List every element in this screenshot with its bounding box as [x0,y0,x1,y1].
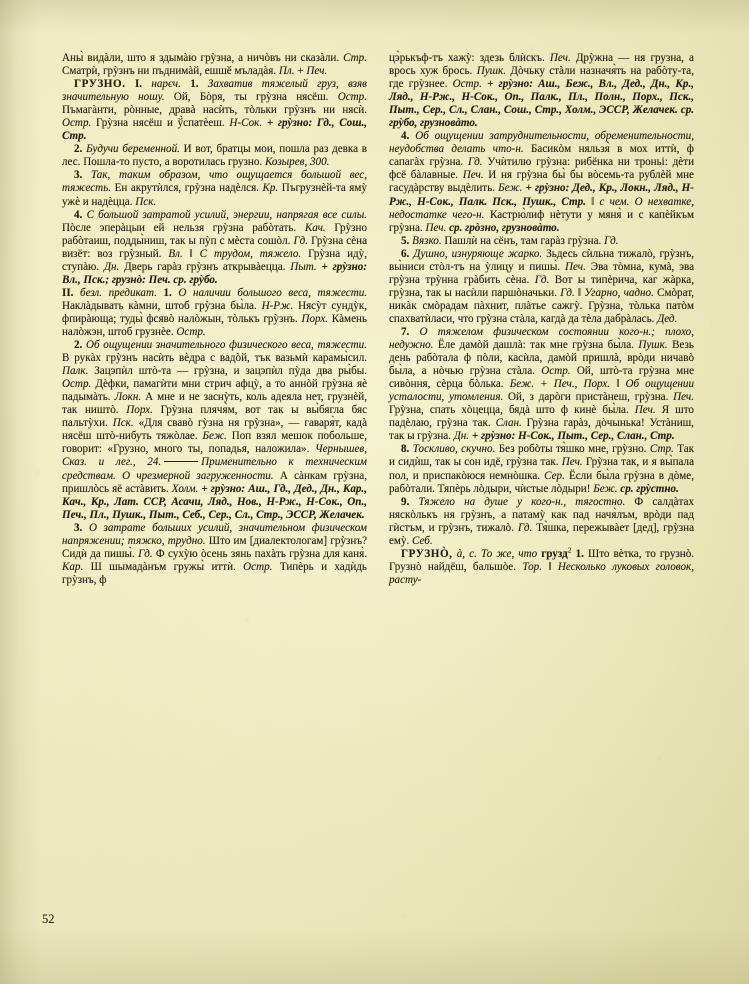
cross-reference-note: ср. грỳстно. [620,482,679,495]
example-sentence: Смòрат, никàк смòрадам пàхнит, плàтье сажгỳ. Грỳзна, тòлька патòм спахватѝласи, что грỳзна стàла, кагдà да тèла дабрàлась. [389,286,695,325]
source-abbrev: Печ. [561,456,583,469]
page-bottom-shadow [0,928,749,984]
additional-localities: + Печ., Порх. [540,378,611,391]
sense-number: 3. [74,521,83,534]
sense-definition: О тяжелом физическом состоянии кого-н.; плохо, недужно. [389,325,694,352]
example-sentence: Кàмень налòжэн, штоб грузнèе. [62,312,367,338]
government-label: с чем. [599,195,630,208]
sense-3-impersonal [62,522,367,587]
variant-locality-list: + грỳзно: Аш., Гд., Дед., Дн., Кар., Кач., Кр., Лат. ССР, Асачи, Ляд., Нов., Н-Рж., Н-Сок., Оп., Печ., Пл., Пушк., Пыт., Себ., Сер., Сл., Стр., ЭССР, Желачек. [62,482,367,521]
example-sentence: Учѝтилю грỳзна: рибёнка ни троньі: дèти фсё бàлавные. [389,156,694,182]
sense-5-right [389,235,694,248]
example-sentence: Ш шымадàнъм гружы̀ иттѝ. [90,560,236,573]
page-number: 52 [42,912,55,926]
subsense-divider: ‖ [189,247,193,260]
example-sentence: Грỳзна гарàз, дòчынька! Устàниш, так ы грỳзна. [389,417,694,443]
subsense-divider: ‖ [548,560,552,573]
subsense-definition: О нехватке, недостатке чего-н. [389,195,694,221]
sense-number: 8. [401,443,410,456]
example-sentence: Пъгрузнèй-та ямỳ ужѐ и надèцца. [62,182,367,208]
source-abbrev: Стр. [649,443,674,456]
source-abbrev: Н-Рж. [261,299,294,312]
sense-9-right [389,496,694,548]
source-abbrev: Дн. [103,260,120,273]
example-sentence: Што вèтка, то грузнò. Грузнò найдёш, бальшòе. [389,547,695,573]
entry-headword: ГРУЗНО. [74,78,126,91]
example-sentence: Везь день рабòтала ф пòли, касѝла, дамòй пришлà, врòди ничавò бы̀ла, а нòчью грỳзна стàла. [389,339,694,378]
subsense-divider: ‖ [591,195,595,208]
example-sentence: И ня грỳзна бы̀ бы вòсемь-та рублèй мне гасудàрству выдèлить. [389,169,694,195]
source-abbrev: Печ. [425,221,447,234]
sense-number: 4. [74,208,83,221]
example-sentence: Зацэпѝл штò-та — грỳзна, и зацэпѝл пỳда два ры̀бы. [94,365,367,378]
sense-number: 9. [401,495,410,508]
sense-definition: О затрате больших усилий, значительном физическом напряжении; тяжко, трудно. [62,521,367,547]
sense-definition: Захватив тяжелый груз, взяв значительную ношу. [62,78,367,104]
sense-4 [62,209,367,287]
variant-locality-list: + грỳзно: Дед., Кр., Локн., Ляд., Н-Рж., Н-Сок., Палк. Пск., Пушк., Стр. [389,182,694,208]
source-abbrev: Печ. [549,52,571,64]
example-sentence: Ёсли бы̀ла грỳзна в дòме, рабòтали. Тяпèрь лòдыри, чѝстые лòдыри! [389,469,695,495]
source-abbrev: Печ. [634,404,656,417]
source-abbrev: Гд. [560,286,575,299]
sense-definition: Душно, изнуряюще жарко. [413,247,543,260]
example-sentence: Ой, з дарòги пристàнеш, грỳзна. [508,391,669,404]
variant-locality-list: + грỳзно: Н-Сок., Пыт., Сер., Слан., Стр. [471,430,675,443]
sense-8-right [389,443,694,495]
variant-locality-list: + грỳзно: Вл., Пск.; грузнò: Печ. ср. грỳбо. [62,260,367,286]
carryover-text-2: Сматрѝ, грỳзнъ ни пъднимàй, ешшӗ мъладàя. [62,65,277,78]
example-sentence: «Для свавò гỳзна ня грỳзна», — гаваря̀т, кадà нясёш штò-нибуть тяжòлае. [62,417,368,443]
example-sentence: Ен акрутѝлся, грỳзна надèлся. [114,182,259,195]
left-text-column [62,52,367,587]
sense-7-right [389,326,694,443]
source-abbrev: Гд. [604,234,619,247]
example-sentence: Кастрю̀лиф нèтути у мяня̀ и с капèйкъм грỳзна. [389,208,694,234]
page-top-shadow [0,0,749,34]
source-abbrev: Беж. [498,182,523,195]
source-abbrev: Остр. [243,560,273,573]
source-abbrev: Пушк. [638,339,668,352]
source-abbrev: Вл. [168,247,183,260]
example-sentence: Пъмагàнти, рòнные, дравà насѝть, тòльки грỳзнъ ни нясѝ. [62,104,367,117]
carryover-text-3: Дòчьку стàли назначя̀ть на рабòту-та, где грỳзнее. [389,65,694,91]
sense-3 [62,169,367,208]
sense-number: 2. [74,143,83,156]
source-abbrev: Пыт. [290,260,317,273]
example-sentence: Ой, штò-та грỳзна мне сивòння, сèрца бòлька. [389,365,694,391]
example-sentence: Грỳзна идỳ, ступàю. [62,247,367,273]
source-abbrev: Гд. [468,156,483,169]
example-sentence: Што им [диалектологам] грỳзнъ? Сидѝ да пишы̀. [62,534,367,560]
sense-definition: С большой затратой усилий, энергии, напрягая все силы. [86,208,367,221]
carryover-text-1: Аны̀ видàли, што я здымàю грỳзна, а ничòвъ ни сказàли. [62,52,340,64]
homonym-superscript: 2 [567,545,572,555]
carryover-paragraph-right [389,52,694,130]
variant-locality-list: + грỳзно: Гд., Сош., Стр. [62,117,367,143]
example-sentence-continued: Типèрь и хадѝдь грỳзнъ, ф [62,560,367,586]
example-sentence: И вот, братцы мои, пошла раз девка в лес. Пошла-то пусто, а воротилась грузно. [62,143,367,169]
source-abbrev: Стр. [343,52,367,64]
source-abbrev: Кач. [304,221,326,234]
source-abbrev: Локн. [114,391,142,404]
source-abbrev: Беж. [202,430,227,443]
source-abbrev: Порх. [301,312,329,325]
example-sentence: Грỳзна, спать хòцецца, бядà што ф кинè бы̀ла. [389,404,629,417]
subsense-definition: С трудом, тяжело. [199,247,302,260]
source-abbrev: Остр. [62,378,92,391]
sense-number: 4. [401,130,410,143]
example-sentence: Басикòм няльзя̀ в мох иттѝ, ф сапагàх грỳзна. [389,143,694,169]
example-sentence: Дèфки, памагѝти мни стрич афцỳ, а то аннòй грỳзна яѐ падымàть. [62,378,367,404]
source-abbrev: Гд. [534,273,550,286]
source-abbrev: Слан. [495,417,522,430]
carryover-text-1: цэ̀рькъф-тъ хажỳ: здезь блѝскъ. [389,52,545,64]
roman-numeral-one: I. [134,78,143,91]
example-sentence: Грỳзна нясёш и ў̀спатèеш. [96,117,225,130]
subsense-definition: Угарно, чадно. [584,286,654,299]
example-sentence: Грỳзна плячя̀м, вот так ы вы̀бягла бяс пальтỳхи. [62,404,367,430]
example-sentence: Ёле дамòй дашлà: так мне грỳзна бы̀ла. [437,339,634,352]
source-abbrev: Дед. [657,312,678,325]
entry-grouzno-adverb [62,78,367,143]
plus-sign: + [297,65,304,78]
source-abbrev: Пск. [135,195,157,208]
example-sentence: Дверь гарàз грỳзнъ аткрывàецца. [124,260,286,273]
page-gutter-shadow [0,0,42,984]
source-abbrev: Пск. [112,417,134,430]
example-sentence: Ф сухỳю òсень зянь пахàть грỳзна для каня̀. [155,547,367,560]
impersonal-predicate-label: безл. предикат. [80,286,157,299]
source-abbrev: Печ. [564,260,586,273]
roman-section-two [62,287,367,339]
source-abbrev: Пл. [278,65,295,78]
sense-definition: О наличии большого веса, тяжести. [178,286,368,299]
entry-grouzno-noun [389,545,695,587]
sense-number: 1. [190,78,199,91]
grammatical-info: à, с. [456,547,477,560]
referenced-headword: грузд [541,547,568,560]
source-abbrev: Печ. [306,65,328,78]
entry-headword: ГРУЗНÒ, [401,547,453,560]
source-abbrev: Печ. [462,169,484,182]
source-abbrev: Порх. [126,404,153,417]
source-abbrev: Козырев, 300. [264,156,330,169]
source-abbrev: Кар. [62,560,84,573]
sense-definition: Вязко. [412,234,442,247]
source-abbrev: Остр. [337,91,367,104]
sense-definition: Будучи беременной. [86,143,180,156]
sense-number: 3. [74,169,83,182]
example-sentence: Ф салдàтах няскòлькъ ня грỳзнъ, а патамỳ как пад начя̀лъм, врòди пад гѝстъм, и грỳзнъ, тижалò. [389,495,694,534]
source-abbrev: Палк. [62,365,89,378]
source-abbrev: Сер. [544,469,565,482]
sense-number: 6. [401,247,410,260]
referenced-sense-number: 1. [575,547,584,560]
example-sentence: Грỳзна так, и я вы̀пала пол, и приспакòюся немнòшка. [389,456,694,482]
sense-number: 2. [74,339,83,352]
cross-reference-definition: То же, что [480,547,538,560]
source-abbrev: Холм. [171,482,199,495]
subsense-definition: Об ощущении усталости, утомления. [389,378,695,404]
em-rule-divider [164,461,198,462]
usage-note: Применительно к техническим средствам. О чрезмерной загруженности. [62,456,367,482]
source-abbrev: Беж. [593,482,618,495]
sense-number: 5. [401,234,410,247]
example-sentence: Наклàдывать кàмни, штоб грỳзна бы̀ла. [62,299,257,312]
sense-definition: Тоскливо, скучно. [412,443,496,456]
source-abbrev: Пушк. [476,65,506,78]
source-abbrev: Тор. [522,560,542,573]
part-of-speech-label: нарєч. [151,78,181,91]
source-abbrev: Гд. [517,521,533,534]
two-column-text-body [62,52,694,587]
sense-definition: Тяжело на душе у кого-н., тягостно. [418,495,626,508]
source-abbrev: Дн. [453,430,470,443]
variant-locality-list: + грỳзно: Аш., Беж., Вл., Дед., Дн., Кр., Ляд., Н-Рж., Н-Сок., Оп., Палк., Пл., Полн., Порх., Пск., Пыт., Сер., Сл., Слан., Сош., Стр., Холм., ЭССР, Желачек. [389,78,694,117]
example-sentence: Пашлѝ на сёнъ, там гарàз грỳзна. [444,234,602,247]
example-sentence: Пòсле эперàцыи ей нельзя грỳзна рабòтать. [62,221,297,234]
subsense-divider: ‖ [616,378,620,391]
example-sentence: Я што падèлаю, грỳзна так. [389,404,694,430]
source-abbrev: Остр. [452,78,482,91]
example-sentence: Эва тòмна, кумà, эва грỳзна трỳнна грàбить сèна. [389,260,695,286]
example-sentence: Тя̀шка, пережывàет [дед], грỳзна емỳ. [389,521,695,547]
cross-reference-note: ср. грỳбо, грузновàто. [389,104,695,130]
sense-4-right [389,130,694,234]
example-sentence: Нясỳт сундỳк, фпирàюща; туды̀ фсявò налòжын, тòлькъ грỳзнъ. [62,299,367,325]
right-text-column [389,52,694,587]
example-sentence: Вот ы типèрича, каг жàрка, грỳзна, так ы насѝли паршòначьки. [389,273,694,299]
source-abbrev: Остр. [541,365,571,378]
source-abbrev: Н-Сок. [229,117,263,130]
carryover-paragraph [62,52,367,78]
cross-reference-note: ср. грòзно, грузновàто. [449,221,560,234]
example-sentence: Без робòты тя̀шко мне, грỳзно. [498,443,647,456]
sense-number: 7. [401,325,410,338]
source-citation: Чернышев, Сказ. и лег., 24. [62,443,367,469]
example-sentence: Зьдесь сѝльна тижалò, грỳзнъ, вы̀ниси стòл-тъ на ỳлицу и пишы̀. [389,247,694,273]
sense-definition: Об ощущении затруднительности, обременительности, неудобства делать что-н. [389,130,694,156]
sense-definition: Так, таким образом, что ощущается большой вес, тяжесть. [62,169,367,195]
example-sentence: А мне и не заснỳть, коль адеяла нет, грузнèй, так ништò. [62,391,367,417]
roman-numeral-two: II. [62,286,74,299]
subsense-divider: ‖ [577,286,582,299]
example-sentence: Ой, Бòря, ты грỳзна нясёш. [173,91,329,104]
source-abbrev: Остр. [176,325,206,338]
example-sentence: Поп взял мешок побольше, говорит: «Грузно, много ты, попадья, наложила». [62,430,367,456]
source-abbrev: Печ. [673,391,694,404]
example-sentence: В рукàх грỳзнъ насѝть вѐдра с вадòй, тък вазьмѝ карамы̀сил. [62,352,367,365]
source-abbrev: Беж. [509,378,535,391]
source-abbrev: Себ. [412,534,433,547]
source-abbrev: Гд. [138,547,153,560]
example-sentence: Грỳзно рабòтаиш, подды̀ниш, так ы пỳп с мèста сошòл. [62,221,367,247]
subsense-definition-continued: Несколько луковых головок, расту- [389,560,694,586]
source-abbrev: Гд. [293,234,309,247]
example-sentence: Грỳзна сèна визёт: воз грỳзный. [62,234,367,260]
sense-2-impersonal [62,339,367,522]
carryover-text-2: Дрỳжна — ня грузна, а врось хуж брось. [389,52,694,78]
source-abbrev: Кр. [262,182,279,195]
example-sentence: А сàнкам грỳзна, пришлòсь яё астàвить. [62,469,367,495]
sense-6-right [389,248,694,326]
sense-number: 1. [163,286,172,299]
source-abbrev: Остр. [62,117,92,130]
sense-2 [62,143,367,169]
example-sentence: Так и сидѝш, так ы сон идё, грỳзна так. [389,443,695,469]
sense-definition: Об ощущении значительного физического веса, тяжести. [86,339,367,352]
